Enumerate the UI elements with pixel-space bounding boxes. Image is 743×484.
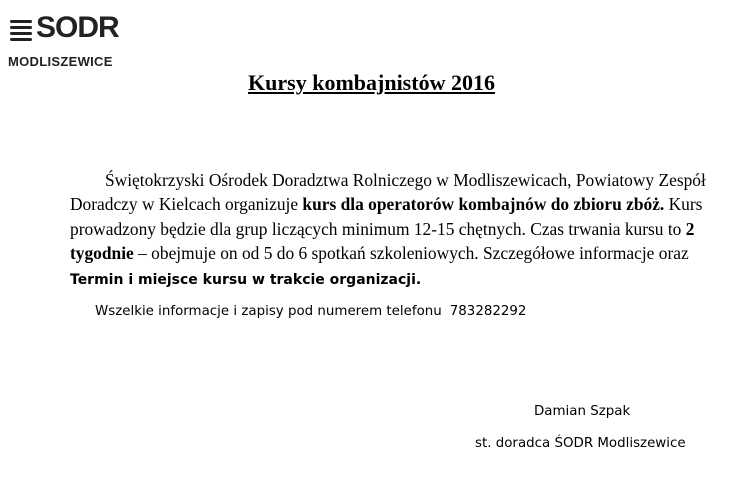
- paragraph-text-2: Kurs prowadzony będzie dla grup liczących minimum 12-15 chętnych. Czas trwania kursu to: [70, 194, 703, 239]
- course-name: kurs dla operatorów kombajnów do zbioru zbóż.: [302, 194, 665, 215]
- signature-role: st. doradca ŚODR Modliszewice: [475, 436, 686, 451]
- document-title: Kursy kombajnistów 2016: [248, 70, 495, 95]
- phone-number: 783282292: [449, 304, 527, 319]
- signature-name: Damian Szpak: [534, 404, 631, 419]
- waves-icon: [10, 20, 32, 46]
- paragraph-text-1: Świętokrzyski Ośrodek Doradztwa Rolniczego w Modliszewicach, Powiatowy Zespół Doradczy w Kielcach organizuje: [70, 170, 706, 215]
- logo-subtitle: MODLISZEWICE: [8, 54, 113, 69]
- announcement-paragraph: [70, 168, 730, 292]
- logo-brand: SODR: [36, 11, 119, 44]
- contact-line: [95, 304, 526, 319]
- paragraph-text-3: – obejmuje on od 5 do 6 spotkań szkoleniowych. Szczegółowe informacje oraz: [133, 243, 689, 264]
- course-status: Termin i miejsce kursu w trakcie organizacji.: [70, 271, 422, 288]
- course-duration: 2 tygodnie: [70, 218, 695, 264]
- sodr-logo: [8, 10, 138, 70]
- contact-text: Wszelkie informacje i zapisy pod numerem telefonu: [95, 304, 442, 319]
